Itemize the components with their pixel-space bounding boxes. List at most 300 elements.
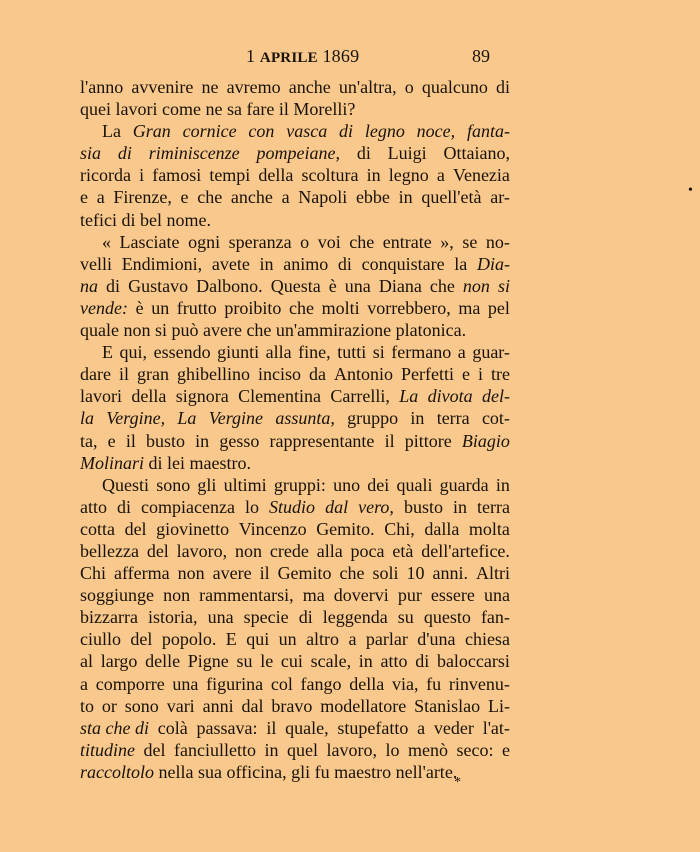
word: alla bbox=[316, 540, 343, 561]
word: Vergine bbox=[208, 408, 264, 429]
word: figurina bbox=[206, 673, 264, 694]
word: di bbox=[117, 496, 132, 517]
word: afferma bbox=[114, 563, 170, 584]
word: vari bbox=[166, 695, 195, 716]
text-line bbox=[80, 385, 510, 407]
word: largo bbox=[100, 651, 138, 672]
word: noce, bbox=[416, 121, 456, 142]
word: Endimioni, bbox=[121, 253, 203, 274]
word: istoria, bbox=[148, 607, 198, 628]
word: tefici di bel nome. bbox=[80, 209, 211, 230]
word: su bbox=[236, 651, 253, 672]
word: animo bbox=[283, 253, 329, 274]
word: compiacenza bbox=[141, 496, 235, 517]
text-line bbox=[80, 739, 510, 761]
word: molti bbox=[321, 297, 360, 318]
word: di bbox=[495, 77, 510, 97]
word: anche bbox=[288, 77, 331, 97]
text-line bbox=[80, 430, 510, 452]
word: busto bbox=[145, 430, 185, 451]
word: parlar bbox=[365, 629, 408, 650]
word: vasca bbox=[286, 121, 328, 142]
word: Gran bbox=[132, 121, 171, 142]
word: di bbox=[106, 275, 121, 296]
word: del bbox=[124, 518, 147, 539]
text-line bbox=[80, 341, 510, 363]
word: in bbox=[259, 253, 274, 274]
word: età bbox=[392, 540, 414, 561]
word: Clementina bbox=[238, 386, 322, 407]
word: na bbox=[80, 275, 98, 296]
word: tre bbox=[491, 364, 510, 385]
text-line bbox=[80, 673, 510, 695]
word: dare bbox=[80, 364, 111, 385]
word: », bbox=[440, 231, 454, 252]
word: sta che di bbox=[80, 717, 149, 738]
word: in bbox=[195, 430, 210, 451]
word: gesso bbox=[219, 430, 260, 451]
word: il bbox=[118, 364, 129, 385]
word: Gemito. bbox=[316, 518, 375, 539]
text-line bbox=[80, 474, 510, 496]
word: a bbox=[80, 673, 88, 694]
word: qualcuno bbox=[421, 77, 488, 97]
paragraph bbox=[80, 231, 510, 341]
paragraph bbox=[80, 120, 510, 230]
word: pur bbox=[397, 585, 422, 606]
word: Studio bbox=[269, 496, 316, 517]
word: essendo bbox=[153, 342, 211, 363]
word: Ottaiano, bbox=[443, 143, 510, 164]
text-line bbox=[80, 606, 510, 628]
word: su bbox=[397, 607, 414, 628]
word: dei bbox=[367, 474, 390, 495]
word: a bbox=[417, 717, 426, 738]
word: i bbox=[139, 165, 145, 186]
word: e bbox=[501, 739, 510, 760]
word: che bbox=[289, 297, 314, 318]
word: specie bbox=[243, 607, 289, 628]
word: lavoro, bbox=[176, 540, 228, 561]
word: la bbox=[454, 253, 468, 274]
word: Chi, bbox=[384, 518, 415, 539]
text-line bbox=[80, 275, 510, 297]
word: popolo. bbox=[161, 629, 217, 650]
word: avvenire bbox=[131, 77, 194, 97]
word: bravo bbox=[271, 695, 313, 716]
page-number: 89 bbox=[472, 46, 490, 66]
word: del bbox=[143, 739, 166, 760]
word: dell'artefice. bbox=[421, 540, 510, 561]
word: leggenda bbox=[322, 607, 388, 628]
text-line bbox=[80, 496, 510, 518]
word: giunti bbox=[217, 342, 260, 363]
word: in bbox=[410, 408, 425, 429]
word: terra bbox=[436, 408, 470, 429]
word: tutti bbox=[337, 342, 367, 363]
word: poca bbox=[350, 540, 385, 561]
word: rammentarsi, bbox=[199, 585, 294, 606]
word: menò bbox=[407, 739, 448, 760]
word: di bbox=[339, 121, 354, 142]
word: Molinari bbox=[80, 452, 145, 473]
word: si bbox=[497, 275, 510, 296]
word: di bbox=[298, 607, 313, 628]
word: modellatore bbox=[320, 695, 407, 716]
word: giovinetto bbox=[156, 518, 230, 539]
word: se bbox=[462, 231, 478, 252]
word: Dia- bbox=[476, 253, 510, 274]
word: cotta bbox=[80, 518, 115, 539]
text-line bbox=[80, 518, 510, 540]
word: quel bbox=[286, 739, 318, 760]
word: quale non si può avere che un'ammirazione platonica. bbox=[80, 320, 467, 341]
word: fermano bbox=[391, 342, 452, 363]
word: Vincenzo bbox=[238, 518, 307, 539]
word: non bbox=[462, 275, 490, 296]
word: scale, bbox=[310, 651, 352, 672]
word: pel bbox=[487, 297, 510, 318]
word: legno bbox=[388, 165, 429, 186]
word: pittore bbox=[404, 430, 452, 451]
word: un'altra, bbox=[338, 77, 397, 97]
word: avere bbox=[212, 563, 252, 584]
word: proibito bbox=[224, 297, 282, 318]
word: Stanislao bbox=[414, 695, 481, 716]
word: è bbox=[135, 297, 144, 318]
word: una bbox=[172, 673, 199, 694]
text-line bbox=[80, 98, 510, 120]
word: avete bbox=[211, 253, 250, 274]
word: vorrebbero, bbox=[367, 297, 451, 318]
word: inciso bbox=[257, 364, 301, 385]
word: fan- bbox=[480, 607, 510, 628]
text-line bbox=[80, 584, 510, 606]
word: riminiscenze bbox=[148, 143, 240, 164]
word: to bbox=[80, 695, 95, 716]
word: ar- bbox=[490, 187, 510, 208]
word: bizzarra bbox=[80, 607, 138, 628]
word: scoltura bbox=[301, 165, 359, 186]
word: che bbox=[339, 563, 365, 584]
word: atto bbox=[80, 496, 107, 517]
word: che bbox=[197, 187, 223, 208]
word: Pigne bbox=[187, 651, 229, 672]
word: E bbox=[225, 629, 237, 650]
text-line bbox=[80, 363, 510, 385]
word: della bbox=[349, 673, 385, 694]
word: E bbox=[102, 342, 113, 363]
word: lo bbox=[385, 739, 400, 760]
word: signora bbox=[175, 386, 229, 407]
text-line bbox=[80, 761, 510, 783]
word: da bbox=[308, 364, 326, 385]
word: busto bbox=[403, 496, 443, 517]
word: è bbox=[328, 275, 337, 296]
word: anni bbox=[202, 695, 234, 716]
word: essere bbox=[430, 585, 475, 606]
text-line bbox=[80, 628, 510, 650]
word: dalla bbox=[424, 518, 460, 539]
word: della bbox=[258, 165, 294, 186]
word: che bbox=[349, 231, 375, 252]
text-line bbox=[80, 76, 510, 98]
word: famosi bbox=[152, 165, 202, 186]
word: gruppo bbox=[347, 408, 399, 429]
word: o bbox=[404, 77, 414, 97]
text-line bbox=[80, 209, 510, 231]
word: baloccarsi bbox=[436, 651, 510, 672]
word: ma bbox=[302, 585, 325, 606]
word: con bbox=[248, 121, 275, 142]
word: Antonio bbox=[333, 364, 393, 385]
word: Questa bbox=[270, 275, 321, 296]
word: no- bbox=[485, 231, 510, 252]
text-line bbox=[80, 164, 510, 186]
word: gruppi: bbox=[273, 474, 326, 495]
header-month: APRILE bbox=[259, 50, 318, 66]
word: fu bbox=[426, 673, 442, 694]
word: non bbox=[163, 585, 191, 606]
word: di lei maestro. bbox=[144, 452, 251, 473]
word: voi bbox=[317, 231, 341, 252]
body-text bbox=[80, 76, 510, 783]
word: cui bbox=[280, 651, 303, 672]
word: seco: bbox=[456, 739, 494, 760]
footer-asterisk: * bbox=[454, 775, 461, 790]
word: qui bbox=[246, 629, 270, 650]
word: cornice bbox=[182, 121, 237, 142]
word: in bbox=[495, 474, 510, 495]
text-line bbox=[80, 142, 510, 164]
word: La bbox=[102, 121, 121, 142]
word: nella sua officina, gli fu maestro nell'arte. bbox=[154, 761, 458, 782]
word: e bbox=[107, 430, 116, 451]
margin-dot: • bbox=[688, 183, 693, 198]
word: il bbox=[125, 430, 136, 451]
word: Vergine, bbox=[106, 408, 166, 429]
word: cot- bbox=[481, 408, 510, 429]
word: assunta, bbox=[275, 408, 335, 429]
word: ma bbox=[458, 297, 481, 318]
word: rinvenu- bbox=[448, 673, 510, 694]
word: si bbox=[372, 342, 385, 363]
word: la bbox=[80, 408, 95, 429]
word: Carrelli, bbox=[330, 386, 390, 407]
word: Gemito bbox=[277, 563, 332, 584]
word: dal bbox=[241, 695, 264, 716]
word: i bbox=[477, 364, 483, 385]
word: Firenze, bbox=[113, 187, 172, 208]
word: in bbox=[452, 496, 467, 517]
word: fango bbox=[300, 673, 342, 694]
text-line bbox=[80, 650, 510, 672]
word: crede bbox=[269, 540, 309, 561]
word: or bbox=[101, 695, 117, 716]
word: ne bbox=[201, 77, 219, 97]
word: lavoro, bbox=[326, 739, 377, 760]
word: terra bbox=[477, 496, 510, 517]
word: colà bbox=[157, 717, 188, 738]
word: Altri bbox=[475, 563, 510, 584]
word: anche bbox=[230, 187, 273, 208]
word: di bbox=[337, 253, 352, 274]
word: quell'età bbox=[421, 187, 482, 208]
header-date bbox=[246, 46, 359, 67]
word: di bbox=[356, 143, 371, 164]
word: e bbox=[180, 187, 189, 208]
word: sono bbox=[156, 474, 191, 495]
word: comporre bbox=[95, 673, 165, 694]
text-line bbox=[80, 253, 510, 275]
word: dal bbox=[325, 496, 349, 517]
word: un bbox=[151, 297, 170, 318]
word: alla bbox=[265, 342, 292, 363]
word: Questi bbox=[102, 474, 149, 495]
word: passava: bbox=[196, 717, 258, 738]
word: lavori bbox=[80, 386, 122, 407]
word: della bbox=[131, 386, 167, 407]
word: ultimi bbox=[223, 474, 267, 495]
word: ghibellino bbox=[176, 364, 250, 385]
word: o bbox=[300, 231, 310, 252]
word: in bbox=[398, 187, 413, 208]
text-line bbox=[80, 452, 510, 474]
word: Chi bbox=[80, 563, 107, 584]
word: altro bbox=[306, 629, 340, 650]
word: Li- bbox=[487, 695, 510, 716]
word: « bbox=[102, 231, 111, 252]
word: non bbox=[177, 563, 205, 584]
word: a bbox=[457, 342, 466, 363]
text-line bbox=[80, 231, 510, 253]
text-line bbox=[80, 319, 510, 341]
word: il bbox=[259, 563, 270, 584]
word: non bbox=[235, 540, 263, 561]
word: qui, bbox=[119, 342, 148, 363]
word: ciullo bbox=[80, 629, 121, 650]
word: avremo bbox=[226, 77, 281, 97]
word: a bbox=[436, 165, 445, 186]
word: il bbox=[384, 430, 395, 451]
word: di bbox=[117, 143, 132, 164]
word: fine, bbox=[298, 342, 331, 363]
word: guar- bbox=[472, 342, 510, 363]
word: di bbox=[415, 651, 430, 672]
word: Diana bbox=[378, 275, 422, 296]
word: un bbox=[278, 629, 297, 650]
word: ogni bbox=[188, 231, 221, 252]
word: raccoltolo bbox=[80, 761, 154, 782]
word: stupefatto bbox=[337, 717, 409, 738]
word: una bbox=[344, 275, 371, 296]
word: il bbox=[266, 717, 277, 738]
word: Perfetti bbox=[401, 364, 454, 385]
word: gli bbox=[197, 474, 217, 495]
word: molta bbox=[468, 518, 510, 539]
header-day: 1 bbox=[246, 46, 256, 66]
word: delle bbox=[145, 651, 181, 672]
word: una bbox=[207, 607, 234, 628]
word: lo bbox=[245, 496, 260, 517]
word: soggiunge bbox=[80, 585, 154, 606]
word: gran bbox=[137, 364, 169, 385]
word: chiesa bbox=[464, 629, 510, 650]
text-line bbox=[80, 562, 510, 584]
word: anni. bbox=[432, 563, 468, 584]
word: le bbox=[260, 651, 274, 672]
word: l'anno bbox=[80, 77, 124, 97]
word: legno bbox=[364, 121, 405, 142]
word: Dalbono. bbox=[196, 275, 263, 296]
word: in bbox=[366, 165, 381, 186]
paragraph bbox=[80, 341, 510, 474]
word: pompeiane, bbox=[256, 143, 340, 164]
text-line bbox=[80, 540, 510, 562]
word: divota bbox=[427, 386, 473, 407]
running-header bbox=[80, 46, 510, 68]
word: La bbox=[399, 386, 419, 407]
word: del- bbox=[481, 386, 510, 407]
word: l'at- bbox=[482, 717, 510, 738]
word: una bbox=[483, 585, 510, 606]
word: speranza bbox=[228, 231, 292, 252]
word: dovervi bbox=[333, 585, 389, 606]
word: conquistare bbox=[361, 253, 445, 274]
word: quale, bbox=[285, 717, 329, 738]
word: La bbox=[177, 408, 197, 429]
word: in bbox=[264, 739, 279, 760]
word: soli bbox=[372, 563, 399, 584]
word: Biagio bbox=[461, 430, 510, 451]
text-line bbox=[80, 297, 510, 319]
text-line bbox=[80, 186, 510, 208]
word: in bbox=[358, 651, 373, 672]
word: a bbox=[348, 629, 357, 650]
word: del bbox=[146, 540, 169, 561]
word: frutto bbox=[176, 297, 217, 318]
word: quali bbox=[396, 474, 433, 495]
word: Gustavo bbox=[128, 275, 189, 296]
word: veder bbox=[433, 717, 474, 738]
word: bellezza bbox=[80, 540, 139, 561]
word: ricorda bbox=[80, 165, 131, 186]
word: vende: bbox=[80, 297, 128, 318]
word: 10 bbox=[406, 563, 425, 584]
word: fanciulletto bbox=[174, 739, 256, 760]
word: sono bbox=[124, 695, 159, 716]
text-line bbox=[80, 717, 510, 739]
word: col bbox=[270, 673, 293, 694]
text-line bbox=[80, 407, 510, 429]
word: e bbox=[80, 187, 88, 208]
word: rappresentante bbox=[269, 430, 375, 451]
word: fanta- bbox=[466, 121, 510, 142]
word: e bbox=[461, 364, 470, 385]
word: uno bbox=[333, 474, 361, 495]
word: a bbox=[281, 187, 290, 208]
word: a bbox=[96, 187, 105, 208]
text-line bbox=[80, 120, 510, 142]
word: del bbox=[130, 629, 153, 650]
word: Luigi bbox=[387, 143, 427, 164]
word: d'una bbox=[417, 629, 456, 650]
word: questo bbox=[423, 607, 471, 628]
word: Venezia bbox=[452, 165, 510, 186]
word: velli bbox=[80, 253, 112, 274]
paragraph bbox=[80, 474, 510, 783]
word: entrate bbox=[382, 231, 432, 252]
